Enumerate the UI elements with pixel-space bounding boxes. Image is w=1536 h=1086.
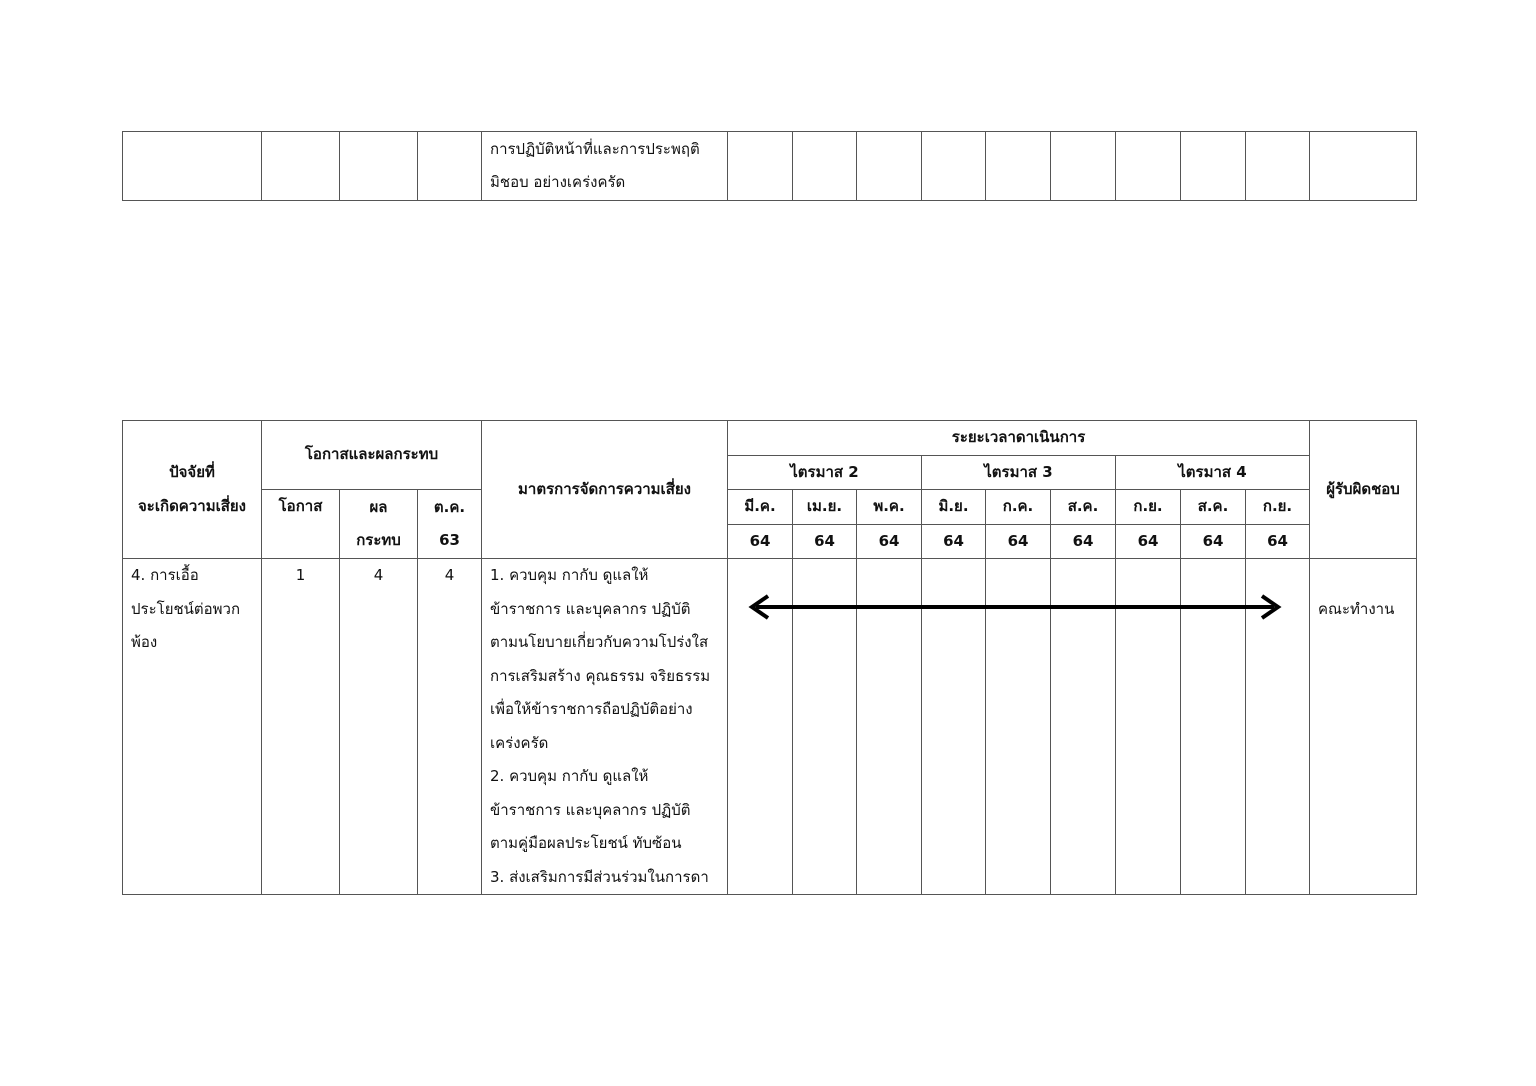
header-quarter: ไตรมาส 3 <box>922 455 1116 490</box>
cell-month <box>986 132 1051 201</box>
cell-month <box>1246 132 1310 201</box>
header-month: ก.ย. <box>1246 490 1310 525</box>
header-month: เม.ย. <box>793 490 857 525</box>
row-factor-line: 4. การเอื้อ <box>131 566 199 584</box>
row-factor-line: พ้อง <box>131 633 158 651</box>
row-measure-line: ตามคู่มือผลประโยชน์ ทับซ้อน <box>490 834 682 852</box>
header-year: 64 <box>1051 524 1116 559</box>
header-year: 64 <box>1116 524 1181 559</box>
header-year: 64 <box>857 524 922 559</box>
header-likelihood-impact: โอกาสและผลกระทบ <box>262 421 482 490</box>
row-likelihood: 1 <box>262 559 340 895</box>
header-quarter: ไตรมาส 4 <box>1116 455 1310 490</box>
header-oct <box>418 490 482 559</box>
header-month: พ.ค. <box>857 490 922 525</box>
header-month: มิ.ย. <box>922 490 986 525</box>
header-likelihood: โอกาส <box>262 490 340 559</box>
continuation-row <box>123 132 1417 201</box>
header-month: มี.ค. <box>728 490 793 525</box>
cell-month <box>728 132 793 201</box>
cell-month <box>1181 132 1246 201</box>
header-impact <box>340 490 418 559</box>
row-month-cell <box>1246 559 1310 895</box>
measure-line: การปฏิบัติหน้าที่และการประพฤติ <box>490 140 700 158</box>
header-quarter: ไตรมาส 2 <box>728 455 922 490</box>
header-factor <box>123 421 262 559</box>
header-responsible: ผู้รับผิดชอบ <box>1310 421 1417 559</box>
row-month-cell <box>793 559 857 895</box>
cell-likelihood <box>262 132 340 201</box>
row-month-cell <box>986 559 1051 895</box>
row-factor <box>123 559 262 895</box>
header-year: 64 <box>986 524 1051 559</box>
row-oct: 4 <box>418 559 482 895</box>
header-row-1 <box>123 421 1417 456</box>
header-year: 64 <box>728 524 793 559</box>
row-month-cell <box>1116 559 1181 895</box>
cell-factor <box>123 132 262 201</box>
row-month-cell <box>922 559 986 895</box>
header-factor-line: จะเกิดความเสี่ยง <box>138 496 246 515</box>
row-month-cell <box>1051 559 1116 895</box>
row-measure-line: 1. ควบคุม กากับ ดูแลให้ <box>490 566 649 584</box>
cell-month <box>922 132 986 201</box>
header-month: ส.ค. <box>1181 490 1246 525</box>
row-measure-line: ข้าราชการ และบุคลากร ปฏิบัติ <box>490 800 691 819</box>
row-measure-line: ตามนโยบายเกี่ยวกับความโปร่งใส <box>490 633 709 651</box>
row-measures <box>482 559 728 895</box>
header-oct-line: ต.ค. <box>433 497 466 516</box>
row-measure-line: ข้าราชการ และบุคลากร ปฏิบัติ <box>490 599 691 618</box>
header-oct-line: 63 <box>439 531 460 549</box>
header-factor-line: ปัจจัยที่ <box>169 463 215 481</box>
row-factor-line: ประโยชน์ต่อพวก <box>131 599 241 618</box>
continuation-table <box>122 131 1417 201</box>
cell-measures <box>482 132 728 201</box>
row-measure-line: 3. ส่งเสริมการมีส่วนร่วมในการดา <box>490 867 709 886</box>
row-impact: 4 <box>340 559 418 895</box>
row-measure-line: เพื่อให้ข้าราชการถือปฏิบัติอย่าง <box>490 700 693 718</box>
header-month: ก.ย. <box>1116 490 1181 525</box>
header-month: ส.ค. <box>1051 490 1116 525</box>
header-year: 64 <box>922 524 986 559</box>
cell-month <box>857 132 922 201</box>
header-row-3 <box>123 490 1417 525</box>
cell-month <box>793 132 857 201</box>
cell-month <box>1116 132 1181 201</box>
cell-impact <box>340 132 418 201</box>
header-month: ก.ค. <box>986 490 1051 525</box>
header-impact-line: ผล <box>369 497 388 516</box>
cell-oct <box>418 132 482 201</box>
cell-month <box>1051 132 1116 201</box>
header-year: 64 <box>1246 524 1310 559</box>
measure-line: มิชอบ อย่างเคร่งครัด <box>490 173 626 191</box>
header-year: 64 <box>1181 524 1246 559</box>
row-month-cell <box>1181 559 1246 895</box>
header-timeline: ระยะเวลาดาเนินการ <box>728 421 1310 456</box>
risk-row <box>123 559 1417 895</box>
risk-management-table <box>122 420 1417 895</box>
row-measure-line: 2. ควบคุม กากับ ดูแลให้ <box>490 767 649 785</box>
row-month-cell <box>728 559 793 895</box>
header-measures: มาตรการจัดการความเสี่ยง <box>482 421 728 559</box>
header-impact-line: กระทบ <box>356 531 401 549</box>
row-responsible: คณะทำงาน <box>1310 559 1417 895</box>
row-month-cell <box>857 559 922 895</box>
header-year: 64 <box>793 524 857 559</box>
cell-responsible <box>1310 132 1417 201</box>
row-measure-line: การเสริมสร้าง คุณธรรม จริยธรรม <box>490 666 711 685</box>
row-measure-line: เคร่งครัด <box>490 733 549 752</box>
